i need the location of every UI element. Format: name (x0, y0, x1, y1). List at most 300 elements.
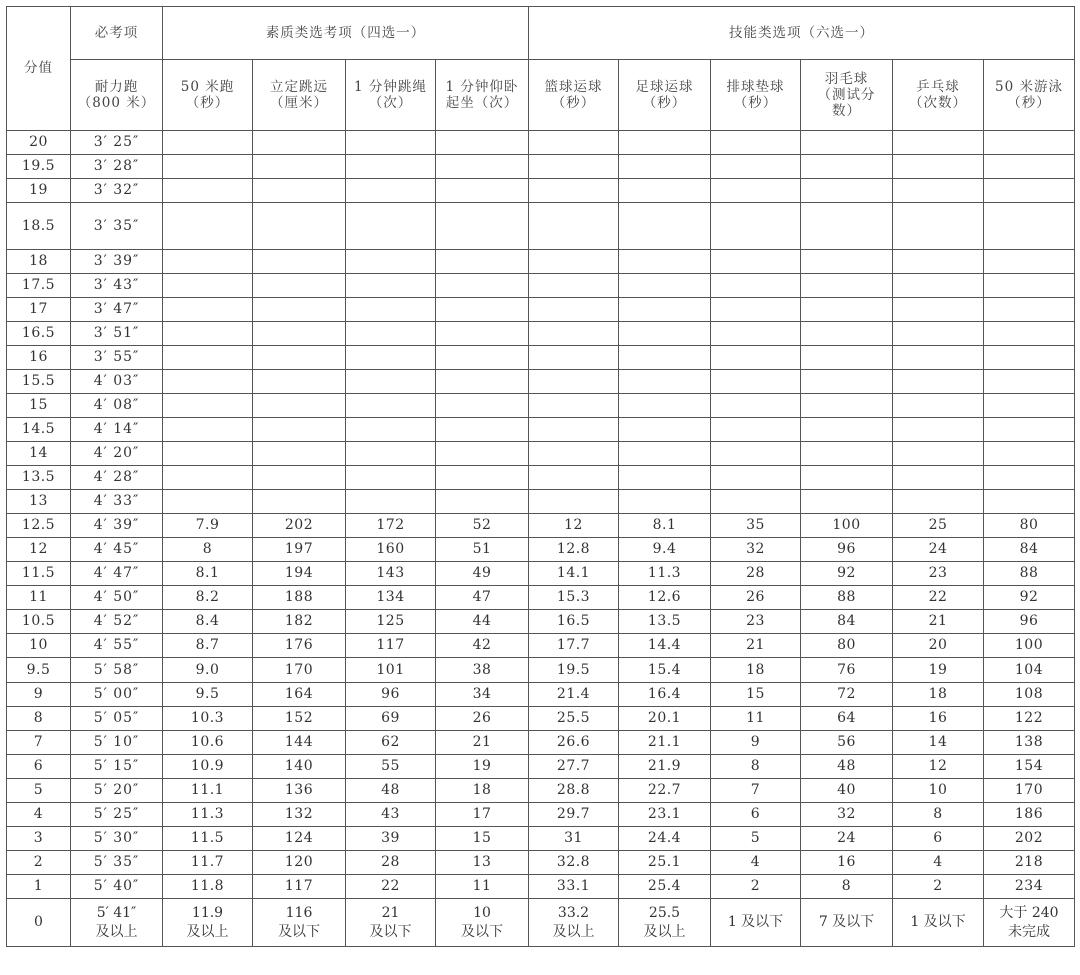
swim-50m-cell: 108 (984, 683, 1075, 707)
standing-long-jump-cell (253, 466, 346, 490)
basketball-dribble-cell (529, 322, 619, 346)
swim-50m-cell (984, 203, 1075, 250)
basketball-dribble-cell: 29.7 (529, 803, 619, 827)
sprint-50m-cell: 7.9 (163, 514, 253, 538)
swim-50m-cell (984, 394, 1075, 418)
table-tennis-cell: 6 (893, 827, 984, 851)
cell-line: 及以下 (461, 923, 503, 940)
badminton-cell (801, 250, 893, 274)
table-row (7, 394, 1075, 418)
table-tennis-cell (893, 442, 984, 466)
football-dribble-cell: 22.7 (619, 779, 711, 803)
basketball-dribble-cell (529, 203, 619, 250)
sit-ups-cell: 34 (436, 683, 529, 707)
sprint-50m-cell: 11.3 (163, 803, 253, 827)
rope-skip-cell: 69 (346, 707, 436, 731)
sit-ups-cell: 11 (436, 875, 529, 899)
basketball-dribble-cell: 15.3 (529, 586, 619, 610)
table-tennis-cell (893, 131, 984, 155)
standing-long-jump-cell: 170 (253, 658, 346, 683)
score-cell: 4 (7, 803, 71, 827)
volleyball-bump-cell: 21 (711, 634, 801, 658)
rope-skip-cell (346, 203, 436, 250)
volleyball-bump-cell: 35 (711, 514, 801, 538)
score-cell: 2 (7, 851, 71, 875)
rope-skip-cell: 125 (346, 610, 436, 634)
football-dribble-cell (619, 394, 711, 418)
swim-50m-cell (984, 442, 1075, 466)
rope-skip-cell (346, 442, 436, 466)
basketball-dribble-cell: 14.1 (529, 562, 619, 586)
football-dribble-cell: 21.1 (619, 731, 711, 755)
table-row (7, 538, 1075, 562)
required-group-header: 必考项 (71, 7, 163, 60)
basketball-dribble-cell (529, 394, 619, 418)
volleyball-bump-cell: 28 (711, 562, 801, 586)
cell-line: 0 (34, 914, 43, 931)
endurance-run-cell: 4′ 33″ (71, 490, 163, 514)
rope-skip-cell (346, 490, 436, 514)
sit-ups-cell: 38 (436, 658, 529, 683)
basketball-dribble-cell: 12 (529, 514, 619, 538)
badminton-cell (801, 322, 893, 346)
table-row (7, 250, 1075, 274)
sprint-50m-cell (163, 131, 253, 155)
header-line: 足球运球 (635, 78, 694, 95)
table-row (7, 370, 1075, 394)
standing-long-jump-cell (253, 131, 346, 155)
basketball-dribble-cell (529, 274, 619, 298)
swim-50m-cell: 80 (984, 514, 1075, 538)
basketball-dribble-cell: 31 (529, 827, 619, 851)
endurance-run-cell: 4′ 52″ (71, 610, 163, 634)
sit-ups-cell: 44 (436, 610, 529, 634)
table-header (7, 7, 1075, 131)
endurance-run-cell: 4′ 14″ (71, 418, 163, 442)
rope-skip-cell: 22 (346, 875, 436, 899)
endurance-run-cell: 3′ 32″ (71, 179, 163, 203)
basketball-dribble-cell: 28.8 (529, 779, 619, 803)
cell-line: 未完成 (1008, 923, 1051, 940)
endurance-run-cell: 3′ 28″ (71, 155, 163, 179)
football-dribble-cell: 24.4 (619, 827, 711, 851)
sprint-50m-cell: 11.7 (163, 851, 253, 875)
swim-50m-cell (984, 131, 1075, 155)
football-dribble-cell: 25.4 (619, 875, 711, 899)
table-row (7, 466, 1075, 490)
header-line: 50 米跑 (180, 78, 235, 95)
badminton-cell: 84 (801, 610, 893, 634)
score-cell: 20 (7, 131, 71, 155)
endurance-run-cell: 5′ 05″ (71, 707, 163, 731)
sit-ups-cell (436, 466, 529, 490)
badminton-cell (801, 274, 893, 298)
badminton-cell: 16 (801, 851, 893, 875)
rope-skip-cell (346, 418, 436, 442)
standing-long-jump-cell (253, 179, 346, 203)
football-dribble-cell (619, 418, 711, 442)
endurance-run-cell: 4′ 08″ (71, 394, 163, 418)
header-line: 排球垫球 (726, 78, 785, 95)
standing-long-jump-cell: 140 (253, 755, 346, 779)
endurance-run-cell: 4′ 03″ (71, 370, 163, 394)
score-cell: 16.5 (7, 322, 71, 346)
sprint-50m-cell (163, 899, 253, 947)
sprint-50m-cell (163, 370, 253, 394)
table-row (7, 683, 1075, 707)
volleyball-bump-cell (711, 179, 801, 203)
table-tennis-cell (893, 179, 984, 203)
header-line: 耐力跑 (94, 78, 139, 95)
basketball-dribble-cell: 17.7 (529, 634, 619, 658)
score-cell: 11.5 (7, 562, 71, 586)
rope-skip-cell: 117 (346, 634, 436, 658)
badminton-cell: 48 (801, 755, 893, 779)
endurance-run-cell: 3′ 35″ (71, 203, 163, 250)
table-row (7, 203, 1075, 250)
table-tennis-cell: 18 (893, 683, 984, 707)
score-cell: 9 (7, 683, 71, 707)
sit-ups-cell: 15 (436, 827, 529, 851)
standing-long-jump-cell: 194 (253, 562, 346, 586)
table-tennis-cell: 22 (893, 586, 984, 610)
football-dribble-cell (619, 490, 711, 514)
standing-long-jump-cell (253, 346, 346, 370)
volleyball-bump-cell (711, 155, 801, 179)
table-row (7, 562, 1075, 586)
volleyball-bump-cell: 6 (711, 803, 801, 827)
basketball-dribble-cell (529, 346, 619, 370)
table-row (7, 827, 1075, 851)
sprint-50m-cell: 9.0 (163, 658, 253, 683)
score-cell: 1 (7, 875, 71, 899)
sit-ups-cell: 17 (436, 803, 529, 827)
basketball-dribble-cell (529, 442, 619, 466)
standing-long-jump-cell: 152 (253, 707, 346, 731)
volleyball-bump-cell: 2 (711, 875, 801, 899)
score-cell: 14 (7, 442, 71, 466)
swim-50m-cell (984, 298, 1075, 322)
sprint-50m-cell: 9.5 (163, 683, 253, 707)
header-line: （秒） (642, 95, 687, 111)
endurance-run-cell (71, 899, 163, 947)
rope-skip-cell: 96 (346, 683, 436, 707)
header-line: （800 米） (77, 95, 156, 111)
football-dribble-cell: 12.6 (619, 586, 711, 610)
score-cell: 16 (7, 346, 71, 370)
table-row (7, 610, 1075, 634)
header-line: （次） (368, 95, 413, 111)
sit-ups-cell: 26 (436, 707, 529, 731)
table-row (7, 658, 1075, 683)
football-dribble-cell: 20.1 (619, 707, 711, 731)
standing-long-jump-cell (253, 298, 346, 322)
table-tennis-cell: 8 (893, 803, 984, 827)
standing-long-jump-cell: 136 (253, 779, 346, 803)
volleyball-bump-cell (711, 442, 801, 466)
cell-line: 及以下 (278, 923, 320, 940)
score-cell: 15 (7, 394, 71, 418)
table-row (7, 322, 1075, 346)
standing-long-jump-cell (253, 370, 346, 394)
swim-50m-cell: 122 (984, 707, 1075, 731)
football-dribble-header (619, 60, 711, 131)
table-tennis-cell: 21 (893, 610, 984, 634)
football-dribble-cell: 16.4 (619, 683, 711, 707)
cell-line: 7 及以下 (818, 914, 875, 931)
standing-long-jump-header (253, 60, 346, 131)
swim-50m-cell: 154 (984, 755, 1075, 779)
volleyball-bump-cell (711, 490, 801, 514)
sit-ups-cell (436, 346, 529, 370)
sit-ups-cell (436, 298, 529, 322)
sit-ups-cell (436, 418, 529, 442)
football-dribble-cell: 23.1 (619, 803, 711, 827)
standing-long-jump-cell (253, 418, 346, 442)
header-line: 乒乓球 (916, 78, 960, 95)
cell-line: 21 (381, 905, 400, 922)
score-column-header: 分值 (7, 7, 71, 131)
header-line: 起坐（次） (445, 95, 519, 111)
cell-line: 及以上 (552, 923, 595, 940)
table-tennis-cell (893, 899, 984, 947)
header-line: （厘米） (270, 95, 328, 111)
table-tennis-cell: 2 (893, 875, 984, 899)
endurance-run-cell: 3′ 25″ (71, 131, 163, 155)
sprint-50m-cell: 10.3 (163, 707, 253, 731)
basketball-dribble-cell (529, 899, 619, 947)
table-tennis-cell: 4 (893, 851, 984, 875)
standing-long-jump-cell (253, 899, 346, 947)
swim-50m-cell (984, 346, 1075, 370)
sprint-50m-cell (163, 466, 253, 490)
basketball-dribble-cell: 25.5 (529, 707, 619, 731)
cell-line: 33.2 (557, 905, 590, 922)
sit-ups-cell (436, 274, 529, 298)
cell-line: 5′ 41″ (96, 905, 137, 922)
endurance-run-cell: 5′ 58″ (71, 658, 163, 683)
standing-long-jump-cell (253, 322, 346, 346)
volleyball-bump-cell: 8 (711, 755, 801, 779)
rope-skip-cell: 43 (346, 803, 436, 827)
rope-skip-cell (346, 298, 436, 322)
sprint-50m-cell: 11.8 (163, 875, 253, 899)
rope-skip-cell: 55 (346, 755, 436, 779)
swim-50m-cell: 100 (984, 634, 1075, 658)
rope-skip-cell (346, 370, 436, 394)
endurance-run-cell: 5′ 35″ (71, 851, 163, 875)
table-row (7, 131, 1075, 155)
basketball-dribble-cell (529, 250, 619, 274)
swim-50m-cell (984, 418, 1075, 442)
sprint-50m-cell (163, 203, 253, 250)
table-tennis-cell (893, 418, 984, 442)
endurance-run-cell: 3′ 43″ (71, 274, 163, 298)
sit-ups-cell: 18 (436, 779, 529, 803)
football-dribble-cell (619, 131, 711, 155)
table-row (7, 514, 1075, 538)
standing-long-jump-cell (253, 203, 346, 250)
sit-ups-cell (436, 179, 529, 203)
sprint-50m-cell: 11.5 (163, 827, 253, 851)
swim-50m-cell: 138 (984, 731, 1075, 755)
score-cell: 12 (7, 538, 71, 562)
swim-50m-cell: 170 (984, 779, 1075, 803)
endurance-run-cell: 3′ 47″ (71, 298, 163, 322)
sprint-50m-cell: 8 (163, 538, 253, 562)
header-line: （秒） (733, 95, 778, 111)
endurance-run-cell: 5′ 40″ (71, 875, 163, 899)
volleyball-bump-cell: 7 (711, 779, 801, 803)
endurance-run-cell: 5′ 30″ (71, 827, 163, 851)
sprint-50m-cell (163, 179, 253, 203)
rope-skip-cell: 39 (346, 827, 436, 851)
header-line: 篮球运球 (544, 78, 603, 95)
volleyball-bump-cell (711, 466, 801, 490)
header-line: （秒） (185, 95, 230, 111)
basketball-dribble-cell: 26.6 (529, 731, 619, 755)
standing-long-jump-cell: 144 (253, 731, 346, 755)
sit-ups-cell (436, 203, 529, 250)
rope-skip-cell (346, 346, 436, 370)
table-row (7, 274, 1075, 298)
sit-ups-header (436, 60, 529, 131)
badminton-cell: 40 (801, 779, 893, 803)
sit-ups-cell (436, 155, 529, 179)
standing-long-jump-cell: 202 (253, 514, 346, 538)
basketball-dribble-cell: 19.5 (529, 658, 619, 683)
score-cell: 10.5 (7, 610, 71, 634)
standing-long-jump-cell (253, 442, 346, 466)
endurance-run-cell: 4′ 55″ (71, 634, 163, 658)
sit-ups-cell (436, 370, 529, 394)
table-tennis-cell: 25 (893, 514, 984, 538)
swim-50m-cell: 88 (984, 562, 1075, 586)
badminton-cell (801, 490, 893, 514)
table-tennis-cell: 12 (893, 755, 984, 779)
football-dribble-cell (619, 274, 711, 298)
volleyball-bump-cell (711, 322, 801, 346)
swim-50m-cell (984, 490, 1075, 514)
table-row (7, 442, 1075, 466)
badminton-cell: 76 (801, 658, 893, 683)
table-tennis-cell (893, 274, 984, 298)
badminton-cell: 8 (801, 875, 893, 899)
badminton-cell (801, 442, 893, 466)
endurance-run-cell: 4′ 20″ (71, 442, 163, 466)
rope-skip-cell (346, 899, 436, 947)
table-row-zero-score (7, 899, 1075, 947)
score-table (6, 6, 1075, 947)
sit-ups-cell: 51 (436, 538, 529, 562)
table-tennis-cell: 16 (893, 707, 984, 731)
score-cell: 13.5 (7, 466, 71, 490)
sprint-50m-cell (163, 418, 253, 442)
rope-skip-cell: 134 (346, 586, 436, 610)
cell-line: 25.5 (648, 905, 681, 922)
score-cell: 17 (7, 298, 71, 322)
endurance-run-cell: 5′ 25″ (71, 803, 163, 827)
rope-skip-cell: 28 (346, 851, 436, 875)
table-row (7, 851, 1075, 875)
volleyball-bump-cell: 5 (711, 827, 801, 851)
header-item-row (7, 60, 1075, 131)
badminton-cell (801, 466, 893, 490)
score-cell: 15.5 (7, 370, 71, 394)
football-dribble-cell (619, 466, 711, 490)
endurance-run-cell: 5′ 15″ (71, 755, 163, 779)
volleyball-bump-cell (711, 394, 801, 418)
table-row (7, 779, 1075, 803)
football-dribble-cell: 21.9 (619, 755, 711, 779)
badminton-header (801, 60, 893, 131)
rope-skip-cell (346, 466, 436, 490)
volleyball-bump-cell: 23 (711, 610, 801, 634)
basketball-dribble-cell: 33.1 (529, 875, 619, 899)
standing-long-jump-cell: 164 (253, 683, 346, 707)
badminton-cell: 80 (801, 634, 893, 658)
basketball-dribble-cell: 32.8 (529, 851, 619, 875)
rope-skip-cell (346, 179, 436, 203)
sit-ups-cell (436, 322, 529, 346)
cell-line: 1 及以下 (910, 914, 966, 931)
standing-long-jump-cell: 120 (253, 851, 346, 875)
swim-50m-cell (984, 250, 1075, 274)
volleyball-bump-header (711, 60, 801, 131)
volleyball-bump-cell (711, 298, 801, 322)
score-table-wrapper (6, 6, 1075, 947)
rope-skip-header (346, 60, 436, 131)
swim-50m-cell (984, 370, 1075, 394)
standing-long-jump-cell: 182 (253, 610, 346, 634)
rope-skip-cell: 101 (346, 658, 436, 683)
sprint-50m-cell (163, 298, 253, 322)
football-dribble-cell (619, 322, 711, 346)
sit-ups-cell: 19 (436, 755, 529, 779)
sit-ups-cell: 13 (436, 851, 529, 875)
score-cell: 18 (7, 250, 71, 274)
sprint-50m-cell: 8.2 (163, 586, 253, 610)
badminton-cell: 32 (801, 803, 893, 827)
sit-ups-cell: 21 (436, 731, 529, 755)
basketball-dribble-cell (529, 155, 619, 179)
volleyball-bump-cell (711, 899, 801, 947)
endurance-run-header (71, 60, 163, 131)
badminton-cell: 88 (801, 586, 893, 610)
football-dribble-cell (619, 203, 711, 250)
cell-line: 及以上 (186, 923, 229, 940)
score-cell: 10 (7, 634, 71, 658)
table-row (7, 179, 1075, 203)
cell-line: 1 及以下 (727, 914, 784, 931)
skill-elective-group-header: 技能类选项（六选一） (529, 7, 1075, 60)
basketball-dribble-cell: 27.7 (529, 755, 619, 779)
table-tennis-cell: 20 (893, 634, 984, 658)
endurance-run-cell: 4′ 39″ (71, 514, 163, 538)
swim-50m-cell (984, 179, 1075, 203)
volleyball-bump-cell (711, 131, 801, 155)
football-dribble-cell (619, 155, 711, 179)
header-line: （秒） (1007, 95, 1051, 111)
football-dribble-cell: 9.4 (619, 538, 711, 562)
table-tennis-cell (893, 250, 984, 274)
badminton-cell: 100 (801, 514, 893, 538)
endurance-run-cell: 5′ 10″ (71, 731, 163, 755)
sprint-50m-cell (163, 442, 253, 466)
sprint-50m-cell (163, 394, 253, 418)
score-cell: 8 (7, 707, 71, 731)
sprint-50m-cell: 11.1 (163, 779, 253, 803)
